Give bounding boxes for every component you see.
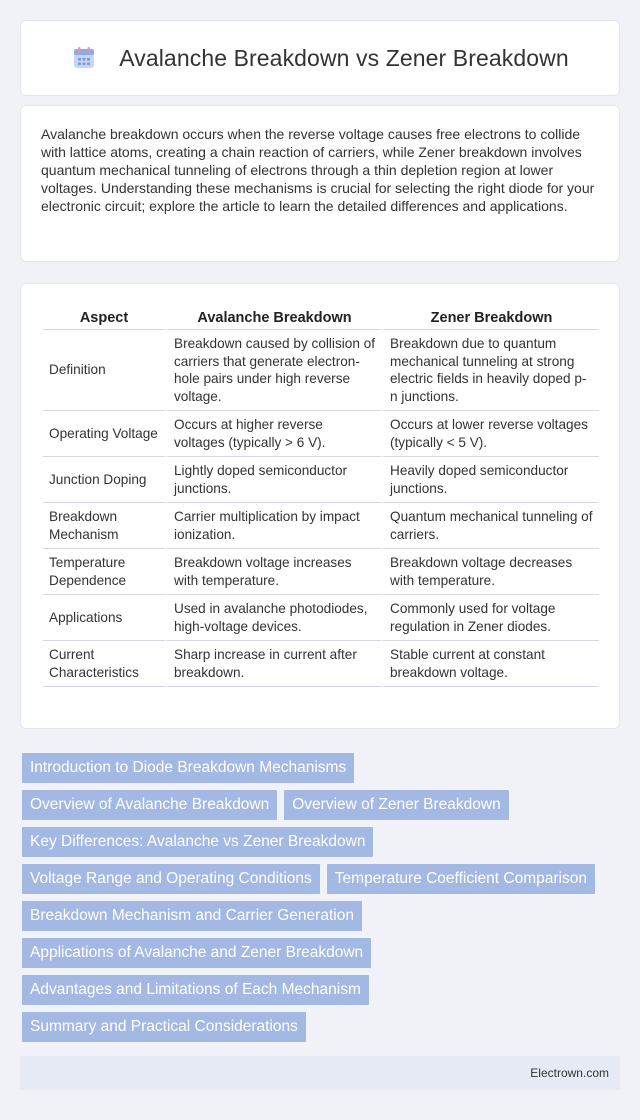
row-aspect: Current Characteristics (43, 641, 165, 687)
link-row (22, 975, 622, 1005)
row-zener: Quantum mechanical tunneling of carriers. (381, 503, 599, 549)
row-avalanche: Sharp increase in current after breakdown. (165, 641, 381, 687)
row-aspect: Breakdown Mechanism (43, 503, 165, 549)
section-link[interactable]: Breakdown Mechanism and Carrier Generation (22, 901, 362, 931)
section-link[interactable]: Advantages and Limitations of Each Mechanism (22, 975, 369, 1005)
link-row (22, 901, 622, 931)
header-aspect: Aspect (43, 306, 165, 330)
table-row (43, 549, 599, 595)
link-row (22, 864, 622, 894)
section-link[interactable]: Overview of Zener Breakdown (284, 790, 508, 820)
section-link[interactable]: Summary and Practical Considerations (22, 1012, 306, 1042)
section-link[interactable]: Voltage Range and Operating Conditions (22, 864, 320, 894)
section-link[interactable]: Applications of Avalanche and Zener Breakdown (22, 938, 371, 968)
comparison-table-card (20, 283, 620, 729)
footer-text: Electrown.com (530, 1066, 609, 1080)
section-link[interactable]: Introduction to Diode Breakdown Mechanisms (22, 753, 354, 783)
link-row (22, 1012, 622, 1042)
page-title: Avalanche Breakdown vs Zener Breakdown (119, 44, 569, 71)
row-zener: Breakdown due to quantum mechanical tunneling at strong electric fields in heavily doped p-n junctions. (381, 330, 599, 411)
document-icon (71, 45, 97, 71)
link-row (22, 827, 622, 857)
row-aspect: Operating Voltage (43, 411, 165, 457)
row-aspect: Definition (43, 330, 165, 411)
table-row (43, 595, 599, 641)
table-header-row (43, 306, 599, 330)
row-zener: Commonly used for voltage regulation in Zener diodes. (381, 595, 599, 641)
row-zener: Breakdown voltage decreases with temperature. (381, 549, 599, 595)
row-aspect: Applications (43, 595, 165, 641)
row-aspect: Temperature Dependence (43, 549, 165, 595)
header-zener: Zener Breakdown (381, 306, 599, 330)
intro-text: Avalanche breakdown occurs when the reverse voltage causes free electrons to collide with lattice atoms, creating a chain reaction of carriers, while Zener breakdown involves quantum mechanical tunneling of electrons through a thin depletion region at lower voltages. Understanding these mechanisms is crucial for selecting the right diode for your electronic circuit; explore the article to learn the detailed differences and applications. (41, 126, 595, 214)
table-row (43, 411, 599, 457)
footer (20, 1056, 620, 1090)
link-row (22, 753, 622, 783)
related-links (22, 753, 622, 1049)
row-avalanche: Lightly doped semiconductor junctions. (165, 457, 381, 503)
header-avalanche: Avalanche Breakdown (165, 306, 381, 330)
header-card (20, 20, 620, 96)
section-link[interactable]: Temperature Coefficient Comparison (327, 864, 595, 894)
row-avalanche: Breakdown caused by collision of carriers that generate electron-hole pairs under high reverse voltage. (165, 330, 381, 411)
comparison-table (43, 306, 599, 687)
row-zener: Occurs at lower reverse voltages (typically < 5 V). (381, 411, 599, 457)
row-zener: Stable current at constant breakdown voltage. (381, 641, 599, 687)
intro-card (20, 105, 620, 262)
table-row (43, 457, 599, 503)
row-zener: Heavily doped semiconductor junctions. (381, 457, 599, 503)
row-avalanche: Breakdown voltage increases with temperature. (165, 549, 381, 595)
table-row (43, 330, 599, 411)
link-row (22, 938, 622, 968)
section-link[interactable]: Key Differences: Avalanche vs Zener Breakdown (22, 827, 373, 857)
row-avalanche: Occurs at higher reverse voltages (typically > 6 V). (165, 411, 381, 457)
row-avalanche: Used in avalanche photodiodes, high-voltage devices. (165, 595, 381, 641)
section-link[interactable]: Overview of Avalanche Breakdown (22, 790, 277, 820)
row-aspect: Junction Doping (43, 457, 165, 503)
link-row (22, 790, 622, 820)
table-row (43, 503, 599, 549)
row-avalanche: Carrier multiplication by impact ionization. (165, 503, 381, 549)
table-row (43, 641, 599, 687)
